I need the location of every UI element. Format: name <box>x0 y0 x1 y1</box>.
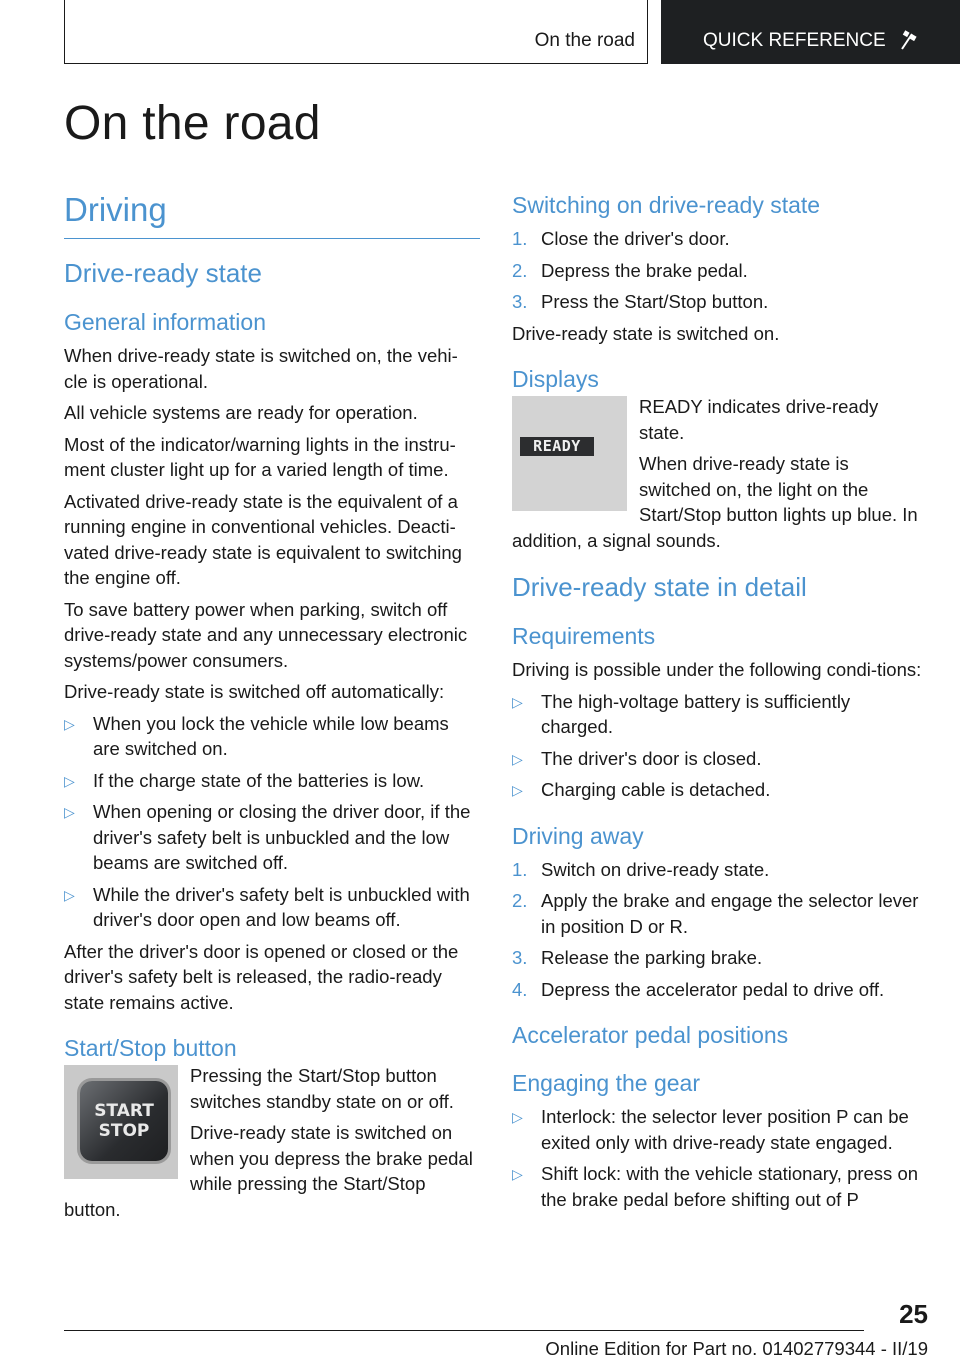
start-stop-button-image <box>64 1065 178 1179</box>
switching-on-heading: Switching on drive-ready state <box>512 192 821 218</box>
driving-heading: Driving <box>64 190 480 239</box>
auto-off-list <box>64 711 480 933</box>
footer-divider <box>64 1330 864 1331</box>
paragraph: Drive-ready state is switched on. <box>512 322 780 344</box>
page-number: 25 <box>899 1299 928 1329</box>
paragraph: Activated drive-ready state is the equivalent of a running engine in conventional vehicles. Deacti-vated drive-ready state is equivalent to switching the engine off. <box>64 490 462 588</box>
triangle-bullet-icon: ▷ <box>64 715 75 732</box>
switching-on-steps <box>512 226 922 315</box>
list-item: ▷ Shift lock: with the vehicle stationary, press on the brake pedal before shifting out of P <box>512 1163 919 1210</box>
checkered-flag-icon <box>899 30 919 50</box>
list-item: ▷ When you lock the vehicle while low beams are switched on. <box>64 712 449 759</box>
paragraph: Pressing the Start/Stop button switches standby state on or off. <box>190 1065 454 1112</box>
list-item: 3. Release the parking brake. <box>512 947 763 968</box>
requirements-heading: Requirements <box>512 623 656 649</box>
triangle-bullet-icon: ▷ <box>64 772 75 789</box>
page-title: On the road <box>64 97 321 150</box>
paragraph: Drive-ready state is switched off automatically: <box>64 681 445 702</box>
displays-heading: Displays <box>512 366 599 392</box>
in-detail-heading: Drive-ready state in detail <box>512 572 807 602</box>
quick-reference-tab[interactable] <box>661 0 960 64</box>
start-stop-button-icon: START STOP <box>80 1081 168 1161</box>
list-item: ▷ While the driver's safety belt is unbuckled with driver's door open and low beams off. <box>64 883 470 930</box>
paragraph: All vehicle systems are ready for operation. <box>64 402 418 423</box>
gear-list <box>512 1104 922 1212</box>
paragraph: To save battery power when parking, switch off drive-ready state and any unnecessary electronic systems/power consumers. <box>64 598 468 671</box>
requirements-list <box>512 689 922 803</box>
list-item: 2. Depress the brake pedal. <box>512 259 748 281</box>
list-item: ▷ When opening or closing the driver door, if the driver's safety belt is unbuckled and the low beams are switched off. <box>64 801 471 873</box>
general-information-heading: General information <box>64 309 266 335</box>
left-column <box>64 190 480 1222</box>
start-stop-heading: Start/Stop button <box>64 1035 237 1061</box>
list-item: ▷ The driver's door is closed. <box>512 746 922 772</box>
list-item: 2. Apply the brake and engage the selector lever in position D or R. <box>512 890 919 937</box>
list-item: ▷ The high-voltage battery is sufficiently charged. <box>512 690 851 737</box>
drive-ready-state-heading: Drive-ready state <box>64 258 262 288</box>
triangle-bullet-icon: ▷ <box>512 750 523 767</box>
paragraph: When drive-ready state is switched on, the vehi-cle is operational. <box>64 345 458 392</box>
ready-display-image <box>512 396 627 511</box>
right-column <box>512 190 922 1218</box>
quick-reference-label: QUICK REFERENCE <box>703 30 886 51</box>
list-item: 1. Switch on drive-ready state. <box>512 858 770 880</box>
list-item: ▷ If the charge state of the batteries is low. <box>64 768 480 794</box>
paragraph: Drive-ready state is switched on when you depress the brake pedal while pressing the Start/Stop button. <box>64 1122 473 1220</box>
list-item: 3. Press the Start/Stop button. <box>512 291 769 312</box>
paragraph: After the driver's door is opened or closed or the driver's safety belt is released, the radio-ready state remains active. <box>64 940 459 1013</box>
ready-indicator-icon: READY <box>520 437 594 456</box>
driving-away-heading: Driving away <box>512 822 644 849</box>
engaging-gear-heading: Engaging the gear <box>512 1070 700 1096</box>
driving-away-steps <box>512 857 922 1003</box>
list-item: 4. Depress the accelerator pedal to drive off. <box>512 978 885 1000</box>
list-item: ▷ Charging cable is detached. <box>512 777 922 803</box>
triangle-bullet-icon: ▷ <box>512 1109 523 1125</box>
footer-edition: Online Edition for Part no. 01402779344 - II/19 <box>545 1338 928 1359</box>
paragraph: When drive-ready state is switched on, the light on the Start/Stop button lights up blue. In addition, a signal sounds. <box>512 453 918 551</box>
paragraph: Most of the indicator/warning lights in the instru-ment cluster light up for a varied length of time. <box>64 433 456 480</box>
accelerator-positions-heading: Accelerator pedal positions <box>512 1022 789 1048</box>
header-section-title: On the road <box>534 30 635 51</box>
triangle-bullet-icon: ▷ <box>512 693 523 710</box>
paragraph: Driving is possible under the following condi-tions: <box>512 659 922 680</box>
list-item: 1. Close the driver's door. <box>512 228 730 249</box>
triangle-bullet-icon: ▷ <box>64 804 75 820</box>
triangle-bullet-icon: ▷ <box>512 782 523 798</box>
list-item: ▷ Interlock: the selector lever position P can be exited only with drive-ready state engaged. <box>512 1106 909 1153</box>
triangle-bullet-icon: ▷ <box>512 1166 523 1182</box>
paragraph: READY indicates drive-ready state. <box>639 396 879 443</box>
triangle-bullet-icon: ▷ <box>64 886 75 903</box>
